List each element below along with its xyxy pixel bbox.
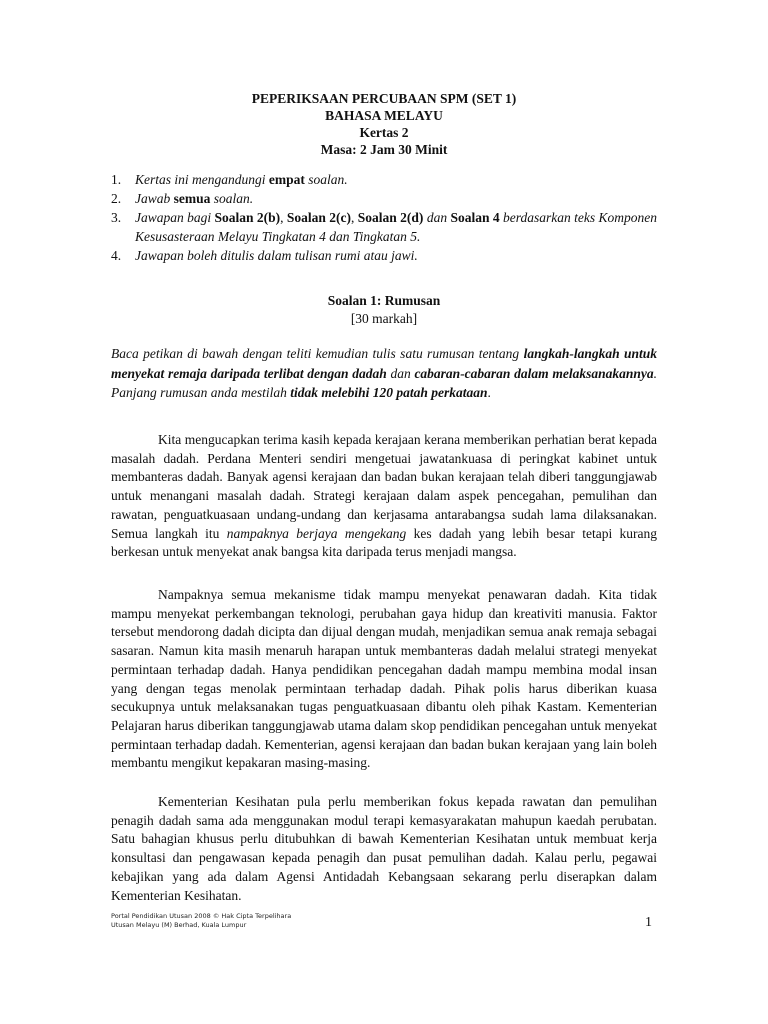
question-heading (0, 292, 768, 328)
passage-paragraph-1: Kita mengucapkan terima kasih kepada kerajaan kerana memberikan perhatian berat kepada masalah dadah. Perdana Menteri sendiri mengetuai jawatankuasa di peringkat kabinet untuk membanteras dadah. Banyak agensi kerajaan dan badan bukan kerajaan telah diberi tanggungjawab untuk menangani masalah dadah. Strategi kerajaan dalam aspek pencegahan, pemulihan dan rawatan, penguatkuasaan undang-undang dan kerjasama antarabangsa sudah lama dilaksanakan. Semua langkah itu nampaknya berjaya mengekang kes dadah yang lebih besar tetapi kurang berkesan untuk menyekat anak bangsa kita daripada terus menjadi mangsa. (111, 432, 658, 560)
page-footer (111, 912, 291, 930)
instructions-list (111, 170, 671, 265)
paper-number: Kertas 2 (359, 125, 409, 140)
exam-duration: Masa: 2 Jam 30 Minit (320, 142, 448, 157)
instruction-item: 4. Jawapan boleh ditulis dalam tulisan rumi atau jawi. (111, 248, 418, 263)
footer-copyright: Portal Pendidikan Utusan 2008 © Hak Cipta Terpelihara (111, 912, 292, 920)
question-title: Soalan 1: Rumusan (327, 293, 441, 308)
instruction-item: 3. Jawapan bagi Soalan 2(b), Soalan 2(c), Soalan 2(d) dan Soalan 4 berdasarkan teks Komponen Kesusasteraan Melayu Tingkatan 4 dan Tingkatan 5. (111, 210, 657, 244)
instruction-item: 2. Jawab semua soalan. (111, 191, 254, 206)
page-number: 1 (645, 915, 652, 930)
instruction-item: 1. Kertas ini mengandungi empat soalan. (111, 172, 348, 187)
question-task: Baca petikan di bawah dengan teliti kemudian tulis satu rumusan tentang langkah-langkah untuk menyekat remaja daripada terlibat dengan dadah dan cabaran-cabaran dalam melaksanakannya. Panjang rumusan anda mestilah tidak melebihi 120 patah perkataan. (111, 346, 657, 400)
footer-publisher: Utusan Melayu (M) Berhad, Kuala Lumpur (111, 921, 247, 929)
passage-paragraph-3: Kementerian Kesihatan pula perlu memberikan fokus kepada rawatan dan pemulihan penagih dadah sama ada menggunakan modul terapi kemasyarakatan mahupun kaedah perubatan. Satu bahagian khusus perlu ditubuhkan di bawah Kementerian Kesihatan untuk membuat kerja konsultasi dan pengawasan kepada penagih dan pusat pemulihan dadah. Kalau perlu, pegawai kebajikan yang ada dalam Agensi Antidadah Kebangsaan sekarang perlu diserapkan dalam Kementerian Kesihatan. (111, 794, 657, 903)
question-marks: [30 markah] (350, 311, 418, 326)
passage-paragraph-2: Nampaknya semua mekanisme tidak mampu menyekat penawaran dadah. Kita tidak mampu menyekat perkembangan teknologi, perubahan gaya hidup dan kreativiti manusia. Faktor tersebut mendorong dadah dicipta dan dijual dengan mudah, menjadikan semua anak remaja sebagai sasaran. Namun kita masih menaruh harapan untuk membanteras dadah melalui strategi menyekat permintaan terhadap dadah. Hanya pendidikan pencegahan dadah mampu membina modal insan yang dengan tegas menolak permintaan terhadap dadah. Pihak polis harus diberikan kuasa secukupnya untuk melaksanakan tugas penguatkuasaan dibantu oleh pihak Kastam. Kementerian Pelajaran harus diberikan tanggungjawab utama dalam skop pendidikan pencegahan untuk menyekat permintaan terhadap dadah. Kementerian, agensi kerajaan dan badan bukan kerajaan yang lain boleh membantu mengikut kepakaran masing-masing. (111, 587, 657, 771)
subject-title: BAHASA MELAYU (325, 108, 443, 123)
exam-title: PEPERIKSAAN PERCUBAAN SPM (SET 1) (251, 91, 517, 106)
exam-header (0, 90, 768, 158)
